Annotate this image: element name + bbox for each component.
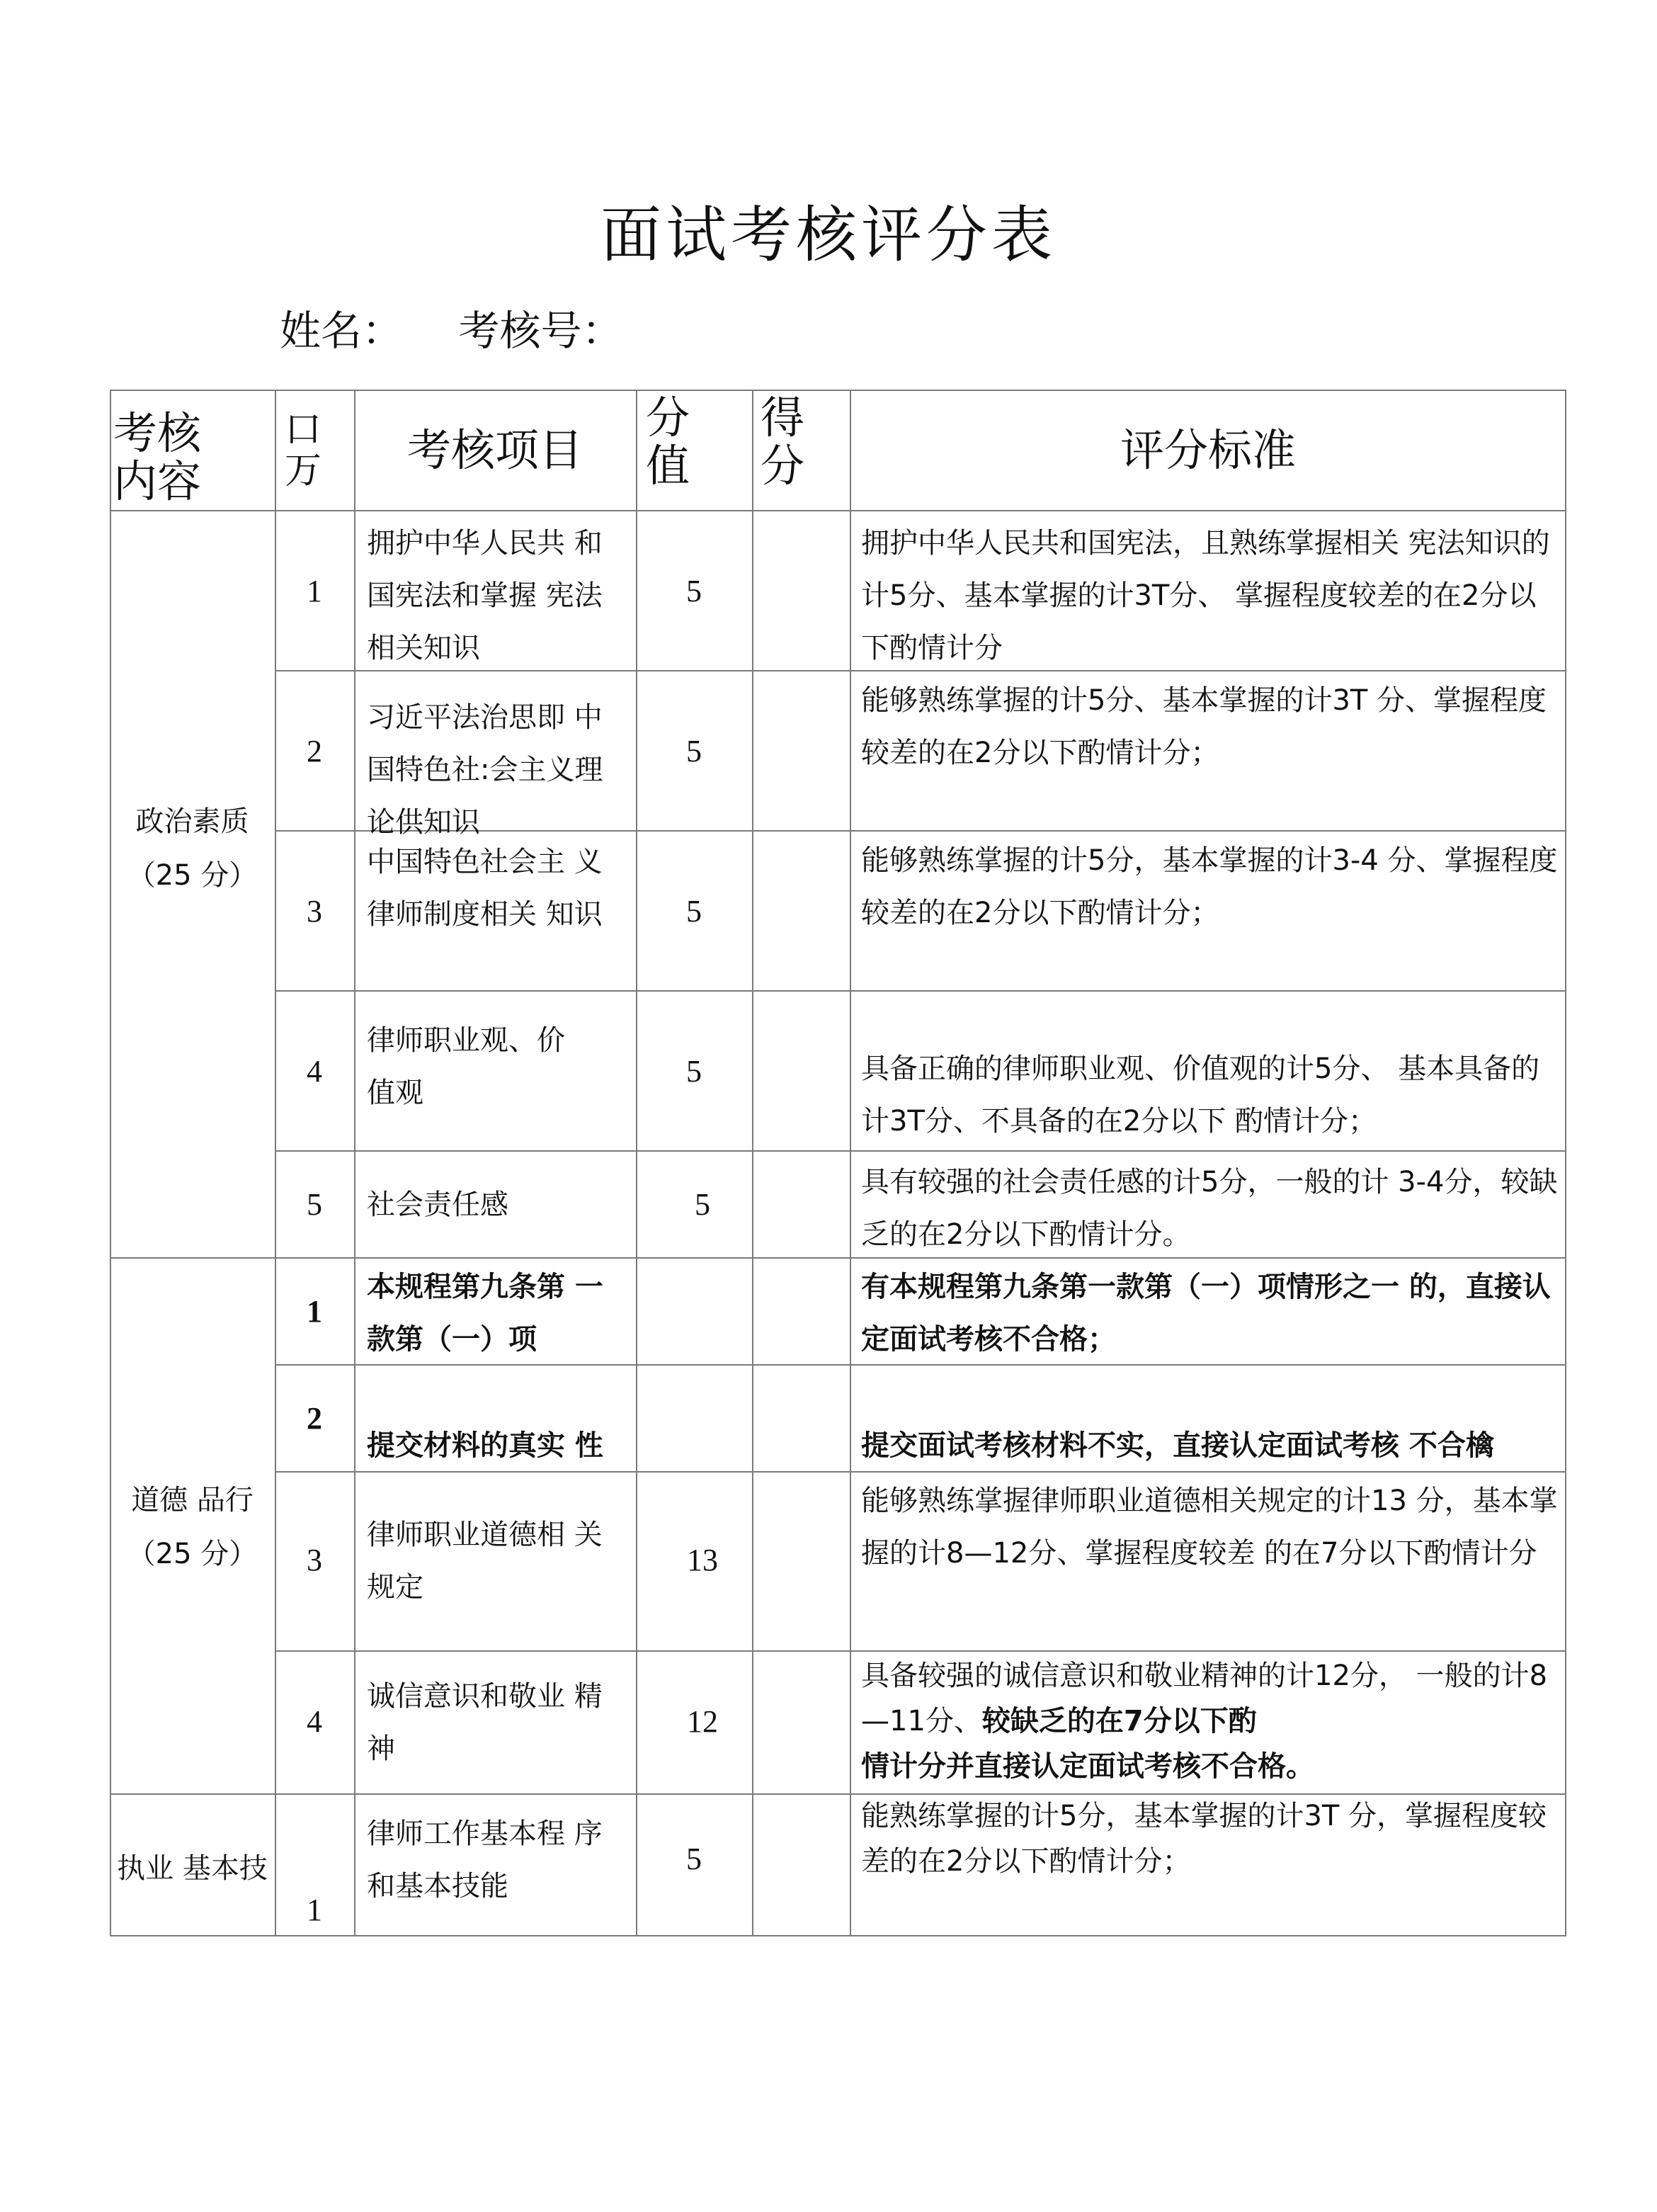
- row-number: 4: [307, 1054, 322, 1089]
- row-score: 5: [686, 1842, 702, 1876]
- row-score: 5: [686, 574, 702, 608]
- row-number: 1: [307, 1893, 322, 1927]
- row-number: 5: [307, 1187, 322, 1222]
- header-score: 分值: [646, 392, 690, 492]
- row-criteria: [861, 1653, 1562, 1789]
- row-criteria: 具有较强的社会责任感的计5分，一般的计 3-4分，较缺乏的在2分以下酌情计分。: [861, 1166, 1558, 1251]
- criteria-part: 具备较强的诚信意识和敬业精神的计12分， 一般的计8—11分、: [861, 1660, 1548, 1737]
- row-criteria: 能够熟练掌握的计5分、基本掌握的计3T 分、掌握程度较差的在2分以下酌情计分；: [861, 684, 1547, 769]
- column-divider: [850, 510, 851, 1936]
- row-number: 4: [307, 1704, 322, 1739]
- page-title: 面试考核评分表: [600, 200, 1057, 271]
- row-item: 提交材料的真实 性: [367, 1429, 603, 1462]
- section-category-label: 道德 品行（25 分）: [127, 1484, 258, 1570]
- row-score: 5: [686, 1054, 702, 1089]
- section-category-label: 执业 基本技: [117, 1852, 268, 1885]
- row-number: 1: [307, 574, 322, 608]
- name-label: 姓名：: [280, 307, 404, 355]
- row-score: 5: [686, 894, 702, 929]
- row-item: 拥护中华人民共 和国宪法和掌握 宪法相关知识: [367, 527, 603, 664]
- row-score: 5: [695, 1187, 710, 1222]
- row-criteria: 有本规程第九条第一款第（一）项情形之一 的，直接认定面试考核不合格；: [861, 1271, 1551, 1356]
- column-divider: [636, 510, 637, 1936]
- row-criteria: 能够熟练掌握律师职业道德相关规定的计13 分，基本掌握的计8—12分、掌握程度较差 的在7分以下酌情计分: [861, 1485, 1558, 1570]
- header-criteria: 评分标准: [1120, 424, 1296, 476]
- row-number: 2: [307, 1401, 322, 1436]
- criteria-part: 较缺乏的在7分以下酌: [981, 1705, 1257, 1737]
- row-number: 3: [307, 1543, 322, 1577]
- row-item: 习近平法治思即 中国特色社:会主义理论供知识: [367, 701, 603, 839]
- row-criteria: 能熟练掌握的计5分，基本掌握的计3T 分，掌握程度较差的在2分以下酌情计分；: [861, 1800, 1547, 1878]
- row-item: 律师职业观、价值观: [367, 1024, 565, 1109]
- row-item: 诚信意识和敬业 精神: [367, 1680, 603, 1765]
- candidate-info-line: [280, 297, 665, 357]
- column-divider: [354, 510, 355, 1936]
- row-criteria: 拥护中华人民共和国宪法，且熟练掌握相关 宪法知识的计5分、基本掌握的计3T分、 掌握程度较差的在2分以下酌情计分: [861, 527, 1550, 664]
- header-item: 考核项目: [406, 424, 583, 476]
- row-number: 2: [307, 734, 322, 768]
- row-item: 本规程第九条第 一款第（一）项: [367, 1271, 603, 1356]
- row-item: 律师工作基本程 序和基本技能: [367, 1817, 603, 1902]
- header-order: 口万: [285, 409, 322, 492]
- row-number: 1: [307, 1294, 322, 1329]
- row-number: 3: [307, 894, 322, 929]
- row-item: 社会责任感: [367, 1189, 508, 1221]
- row-item: 中国特色社会主 义律师制度相关 知识: [367, 846, 603, 931]
- header-category: 考核内容: [113, 407, 202, 507]
- section-category-label: 政治素质（25 分）: [127, 805, 258, 892]
- row-score: 12: [687, 1704, 718, 1739]
- row-score: 5: [686, 734, 702, 768]
- row-score: 13: [687, 1543, 718, 1577]
- row-criteria: 提交面试考核材料不实，直接认定面试考核 不合檎: [861, 1429, 1494, 1462]
- row-criteria: 具备正确的律师职业观、价值观的计5分、 基本具备的计3T分、不具备的在2分以下 酌情计分；: [861, 1053, 1540, 1138]
- row-criteria: 能够熟练掌握的计5分，基本掌握的计3-4 分、掌握程度较差的在2分以下酌情计分；: [861, 844, 1558, 929]
- exam-number-label: 考核号：: [458, 307, 623, 355]
- header-got: 得分: [761, 392, 805, 492]
- criteria-part: 情计分并直接认定面试考核不合格。: [861, 1750, 1314, 1783]
- row-item: 律师职业道德相 关规定: [367, 1519, 603, 1604]
